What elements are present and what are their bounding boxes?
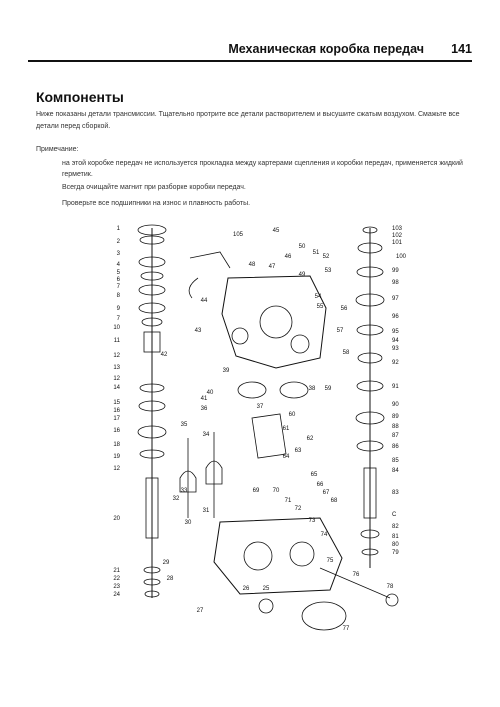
- callout-right: 99: [392, 268, 399, 274]
- callout-left: 2: [116, 239, 120, 245]
- callout-right: 98: [392, 280, 399, 286]
- part-oil-seal: [280, 382, 308, 398]
- callout-center: 41: [200, 396, 208, 402]
- callout-center: 32: [172, 496, 180, 502]
- callout-right: 88: [392, 424, 399, 430]
- callout-left: 19: [113, 454, 120, 460]
- callout-left: 17: [113, 416, 120, 422]
- callout-right: 82: [392, 524, 399, 530]
- callout-left: 15: [113, 400, 120, 406]
- callout-center: 60: [288, 412, 296, 418]
- callout-center: 67: [322, 490, 330, 496]
- callout-right: 94: [392, 338, 399, 344]
- part-housing-bore: [232, 328, 248, 344]
- callout-center: 31: [202, 508, 210, 514]
- callout-center: 54: [314, 294, 322, 300]
- callout-left: 12: [113, 466, 120, 472]
- part-case-bore: [244, 542, 272, 570]
- callout-center: 46: [284, 254, 292, 260]
- part-case-bore: [290, 542, 314, 566]
- callout-right: 92: [392, 360, 399, 366]
- page-number: 141: [451, 42, 472, 56]
- callout-center: 35: [180, 422, 188, 428]
- callout-center: 25: [262, 586, 270, 592]
- callout-left: 3: [116, 251, 120, 257]
- callout-center: 26: [242, 586, 250, 592]
- callout-right: 95: [392, 329, 399, 335]
- callout-center: 105: [232, 232, 244, 238]
- callout-center: 72: [294, 506, 302, 512]
- callout-right: 100: [396, 254, 407, 260]
- callout-center: 56: [340, 306, 348, 312]
- part-housing-bore: [291, 335, 309, 353]
- callout-center: 37: [256, 404, 264, 410]
- header-title: Механическая коробка передач: [228, 42, 424, 56]
- callout-center: 75: [326, 558, 334, 564]
- callout-center: 69: [252, 488, 260, 494]
- callout-left: 8: [116, 293, 120, 299]
- callout-right: 101: [392, 240, 403, 246]
- part-cable: [189, 278, 198, 298]
- callout-center: 65: [310, 472, 318, 478]
- callout-right: 87: [392, 433, 399, 439]
- callout-center: 52: [322, 254, 330, 260]
- callout-center: 29: [162, 560, 170, 566]
- header-rule: [28, 60, 472, 62]
- part-clutch-housing: [222, 276, 326, 368]
- callout-left: 12: [113, 353, 120, 359]
- callout-left: 5: [116, 270, 120, 276]
- callout-right: 81: [392, 534, 399, 540]
- callout-right: 93: [392, 346, 399, 352]
- callout-center: 47: [268, 264, 276, 270]
- callout-center: 30: [184, 520, 192, 526]
- callout-left: 9: [116, 306, 120, 312]
- callout-left: 18: [113, 442, 120, 448]
- callout-left: 14: [113, 385, 120, 391]
- callout-center: 66: [316, 482, 324, 488]
- callout-center: 53: [324, 268, 332, 274]
- part-oil-seal: [238, 382, 266, 398]
- part-final-drive-gear: [302, 602, 346, 630]
- callout-center: 43: [194, 328, 202, 334]
- callout-left: 20: [113, 516, 120, 522]
- callout-center: 78: [386, 584, 394, 590]
- callout-center: 70: [272, 488, 280, 494]
- callout-center: 27: [196, 608, 204, 614]
- callout-right: 91: [392, 384, 399, 390]
- callout-center: 40: [206, 390, 214, 396]
- callout-left: 6: [116, 277, 120, 283]
- callout-center: 45: [272, 228, 280, 234]
- intro-paragraph: Ниже показаны детали трансмиссии. Тщательно протрите все детали растворителем и высушите сжатым воздухом. Смажьте все детали перед сборкой.: [36, 111, 460, 130]
- callout-center: 77: [342, 626, 350, 632]
- callout-center: 63: [294, 448, 302, 454]
- callout-left: 1: [116, 226, 120, 232]
- callout-left: 11: [113, 338, 120, 344]
- callout-right: 89: [392, 414, 399, 420]
- callout-center: 51: [312, 250, 320, 256]
- callout-center: 39: [222, 368, 230, 374]
- callout-center: 61: [282, 426, 290, 432]
- callout-center: 50: [298, 244, 306, 250]
- exploded-diagram: [80, 218, 420, 638]
- page-header: [28, 38, 472, 58]
- callout-right: 80: [392, 542, 399, 548]
- callout-right: C: [392, 512, 397, 518]
- callout-left: 24: [113, 592, 120, 598]
- callout-left: 7: [116, 284, 120, 290]
- callout-right: 83: [392, 490, 399, 496]
- part-axle-flange: [386, 594, 398, 606]
- callout-center: 38: [308, 386, 316, 392]
- callout-center: 42: [160, 352, 168, 358]
- callout-left: 16: [113, 408, 120, 414]
- part-housing-bore: [260, 306, 292, 338]
- callout-center: 71: [284, 498, 292, 504]
- callout-center: 68: [330, 498, 338, 504]
- callout-right: 97: [392, 296, 399, 302]
- callout-right: 86: [392, 444, 399, 450]
- part-transmission-case: [214, 518, 342, 594]
- callout-center: 62: [306, 436, 314, 442]
- notes-heading: Примечание:: [36, 146, 79, 153]
- part-drain-plug: [259, 599, 273, 613]
- callout-left: 13: [113, 365, 120, 371]
- callout-right: 102: [392, 233, 403, 239]
- callout-center: 55: [316, 304, 324, 310]
- callout-center: 28: [166, 576, 174, 582]
- callout-center: 44: [200, 298, 208, 304]
- callout-center: 36: [200, 406, 208, 412]
- callout-right: 103: [392, 226, 403, 232]
- callout-left: 10: [113, 325, 120, 331]
- section-title: Компоненты: [36, 89, 124, 105]
- callout-right: 85: [392, 458, 399, 464]
- callout-left: 16: [113, 428, 120, 434]
- callout-center: 64: [282, 454, 290, 460]
- callout-right: 90: [392, 402, 399, 408]
- callout-center: 34: [202, 432, 210, 438]
- callout-right: 84: [392, 468, 399, 474]
- callout-center: 73: [308, 518, 316, 524]
- callout-center: 59: [324, 386, 332, 392]
- callout-left: 23: [113, 584, 120, 590]
- callout-center: 33: [180, 488, 188, 494]
- part-shift-mechanism: [252, 414, 286, 458]
- callout-right: 96: [392, 314, 399, 320]
- note-item: Проверьте все подшипники на износ и плавность работы.: [62, 200, 251, 207]
- callout-center: 48: [248, 262, 256, 268]
- note-item: на этой коробке передач не используется прокладка между картерами сцепления и коробки передач, применяется жидкий герметик.: [62, 160, 463, 178]
- callout-center: 49: [298, 272, 306, 278]
- callout-left: 7: [116, 316, 120, 322]
- note-item: Всегда очищайте магнит при разборке коробки передач.: [62, 184, 246, 191]
- callout-left: 4: [116, 262, 120, 268]
- callout-right: 79: [392, 550, 399, 556]
- callout-left: 22: [113, 576, 120, 582]
- part-cable: [190, 252, 230, 268]
- callout-center: 57: [336, 328, 344, 334]
- callout-left: 21: [113, 568, 120, 574]
- callout-center: 76: [352, 572, 360, 578]
- callout-center: 74: [320, 532, 328, 538]
- exploded-diagram-svg: [80, 218, 420, 638]
- callout-center: 58: [342, 350, 350, 356]
- callout-left: 12: [113, 376, 120, 382]
